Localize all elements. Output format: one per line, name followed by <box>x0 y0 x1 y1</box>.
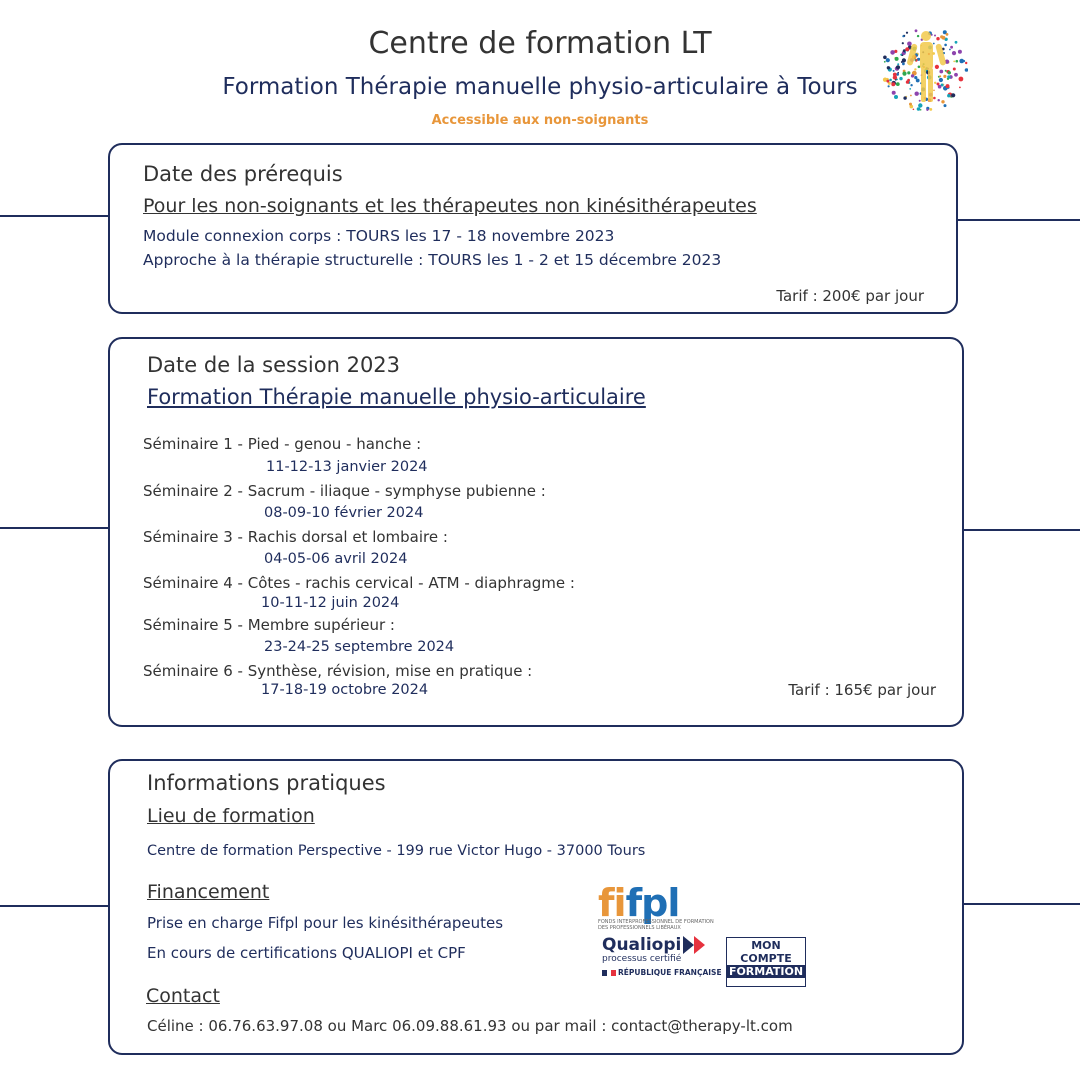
logo-dot <box>913 109 915 111</box>
seminaire-date: 10-11-12 juin 2024 <box>261 595 400 611</box>
qualiopi-logo <box>602 934 722 977</box>
logo-dot <box>887 66 890 69</box>
logo-dot <box>939 75 941 77</box>
logo-dot <box>956 60 959 63</box>
seminaire-label: Séminaire 6 - Synthèse, révision, mise en pratique : <box>143 662 533 680</box>
logo-dot <box>959 87 961 89</box>
fifpl-logo <box>598 881 714 931</box>
logo-dot <box>894 95 898 99</box>
seminaire-date: 23-24-25 septembre 2024 <box>264 639 455 655</box>
logo-dot <box>895 57 899 61</box>
logo-dot <box>933 90 935 92</box>
seminaire-label: Séminaire 4 - Côtes - rachis cervical - ATM - diaphragme : <box>143 574 575 592</box>
logo-dot <box>886 80 889 83</box>
logo-dot <box>944 44 947 47</box>
logo-dot <box>902 35 904 37</box>
logo-dot <box>917 107 921 111</box>
prerequis-line: Module connexion corps : TOURS les 17 - 18 novembre 2023 <box>143 227 615 245</box>
logo-dot <box>947 94 950 97</box>
contact-heading: Contact <box>146 985 220 1007</box>
contact-line: Céline : 06.76.63.97.08 ou Marc 06.09.88.61.93 ou par mail : contact@therapy-lt.com <box>147 1017 793 1035</box>
logo-dot <box>950 46 953 49</box>
prerequis-subheading: Pour les non-soignants et les thérapeutes non kinésithérapeutes <box>143 195 757 217</box>
logo-dot <box>955 41 958 44</box>
dotted-body-logo <box>882 24 968 114</box>
logo-dot <box>918 103 922 107</box>
logo-dot <box>965 68 968 72</box>
logo-dot <box>906 80 909 83</box>
logo-dot <box>889 79 892 82</box>
logo-dot <box>888 85 890 87</box>
prerequis-box <box>108 143 958 314</box>
financement-heading: Financement <box>147 881 270 903</box>
logo-dot <box>914 76 917 79</box>
prerequis-tarif: Tarif : 200€ par jour <box>776 287 924 305</box>
logo-dot <box>965 62 967 64</box>
prerequis-line: Approche à la thérapie structurelle : TOURS les 1 - 2 et 15 décembre 2023 <box>143 251 722 269</box>
connector-line <box>962 903 1080 905</box>
logo-dot <box>918 66 921 69</box>
seminaire-label: Séminaire 5 - Membre supérieur : <box>143 616 395 634</box>
qualiopi-name: Qualiopi <box>602 935 682 955</box>
seminaire-label: Séminaire 2 - Sacrum - iliaque - symphyse pubienne : <box>143 482 546 500</box>
logo-dot <box>941 100 944 103</box>
logo-dot <box>948 71 951 74</box>
mon-compte-formation-logo <box>726 937 806 987</box>
infos-box <box>108 759 964 1055</box>
logo-dot <box>934 35 936 37</box>
logo-dot <box>902 42 904 44</box>
logo-dot <box>909 103 912 106</box>
logo-dot <box>902 72 906 76</box>
logo-dot <box>902 63 905 66</box>
logo-dot <box>906 32 908 34</box>
lieu-heading: Lieu de formation <box>147 805 315 827</box>
page-subtitle: Formation Thérapie manuelle physio-articulaire à Tours <box>222 74 858 100</box>
connector-line <box>962 529 1080 531</box>
logo-dot <box>917 35 919 37</box>
logo-dot <box>896 65 900 69</box>
prerequis-heading: Date des prérequis <box>143 162 343 186</box>
logo-dot <box>929 108 932 111</box>
seminaire-label: Séminaire 1 - Pied - genou - hanche : <box>143 435 422 453</box>
mcf-line: FORMATION <box>728 965 804 978</box>
logo-dot <box>936 37 939 40</box>
page-title: Centre de formation LT <box>368 26 712 61</box>
fifpl-tagline: DES PROFESSIONNELS LIBÉRAUX <box>598 925 681 931</box>
logo-dot <box>910 84 912 86</box>
logo-dot <box>890 50 895 55</box>
logo-dot <box>938 85 942 89</box>
logo-dot <box>952 51 956 55</box>
logo-dot <box>934 82 936 84</box>
logo-dot <box>954 73 958 77</box>
french-flag-icon <box>602 970 616 976</box>
fifpl-tagline: FONDS INTERPROFESSIONNEL DE FORMATION <box>598 919 714 925</box>
financement-line: Prise en charge Fifpl pour les kinésithérapeutes <box>147 914 504 932</box>
logo-dot <box>893 70 895 72</box>
logo-dot <box>946 84 950 88</box>
logo-dot <box>915 29 918 32</box>
logo-dot <box>943 75 946 78</box>
logo-dot <box>897 63 899 65</box>
logo-dot <box>916 79 920 83</box>
logo-dot <box>895 79 897 81</box>
session-heading: Date de la session 2023 <box>147 353 401 377</box>
logo-dot <box>939 70 943 74</box>
accessibility-note: Accessible aux non-soignants <box>431 113 649 128</box>
logo-dot <box>911 74 914 77</box>
logo-dot <box>886 58 890 62</box>
connector-line <box>0 905 110 907</box>
logo-dot <box>933 97 936 100</box>
logo-dot <box>900 54 902 56</box>
logo-dot <box>939 78 943 82</box>
seminaire-date: 11-12-13 janvier 2024 <box>266 459 428 475</box>
logo-dot <box>958 50 962 54</box>
logo-dot <box>949 49 951 51</box>
logo-dot <box>914 59 916 61</box>
seminaire-date: 04-05-06 avril 2024 <box>264 551 408 567</box>
logo-dot <box>902 58 906 62</box>
figure-silhouette <box>906 31 946 102</box>
seminaire-date: 17-18-19 octobre 2024 <box>261 682 429 698</box>
logo-dot <box>915 92 919 96</box>
logo-dot <box>896 82 900 86</box>
logo-dot <box>944 104 947 107</box>
qualiopi-arrows-icon <box>683 934 711 956</box>
logo-dot <box>919 100 921 102</box>
fifpl-wordmark: fifpl <box>598 881 680 925</box>
mcf-line: COMPTE <box>740 952 792 965</box>
logo-dot <box>893 73 897 77</box>
logo-dot <box>953 68 956 71</box>
logo-dot <box>899 77 902 80</box>
logo-dot <box>909 88 911 90</box>
logo-dot <box>963 60 965 62</box>
session-tarif: Tarif : 165€ par jour <box>788 681 936 699</box>
session-subheading: Formation Thérapie manuelle physio-articulaire <box>147 385 646 409</box>
logo-dot <box>892 91 896 95</box>
logo-dot <box>951 93 955 97</box>
logo-dot <box>907 71 910 74</box>
logo-dot <box>953 61 955 63</box>
lieu-address: Centre de formation Perspective - 199 rue Victor Hugo - 37000 Tours <box>147 843 646 859</box>
logo-dot <box>935 65 939 69</box>
logo-dot <box>907 42 912 47</box>
logo-dot <box>947 75 950 78</box>
logo-dot <box>946 33 949 36</box>
connector-line <box>0 215 110 217</box>
logo-dot <box>883 56 887 60</box>
financement-line: En cours de certifications QUALIOPI et CPF <box>147 944 466 962</box>
logo-dot <box>914 68 916 70</box>
logo-dot <box>910 95 912 97</box>
connector-line <box>0 527 110 529</box>
logo-dot <box>884 61 886 63</box>
logo-dot <box>891 82 895 86</box>
logo-dot <box>903 96 906 99</box>
mcf-line: MON <box>751 939 781 952</box>
connector-line <box>956 219 1080 221</box>
logo-dot <box>905 47 909 51</box>
logo-dot <box>942 36 946 40</box>
logo-dot <box>945 70 947 72</box>
qualiopi-sub: processus certifié <box>602 954 682 964</box>
logo-dot <box>933 43 935 45</box>
logo-dot <box>938 99 940 101</box>
session-box <box>108 337 964 727</box>
infos-heading: Informations pratiques <box>147 771 386 795</box>
logo-dot <box>926 109 928 111</box>
seminaire-label: Séminaire 3 - Rachis dorsal et lombaire : <box>143 528 448 546</box>
logo-dot <box>959 77 964 82</box>
seminaire-date: 08-09-10 février 2024 <box>264 505 424 521</box>
republique-francaise: RÉPUBLIQUE FRANÇAISE <box>618 968 722 977</box>
